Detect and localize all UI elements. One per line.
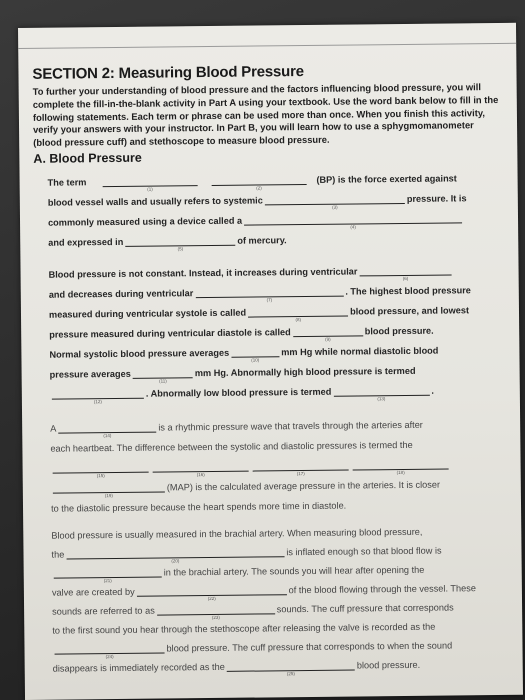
text: A [50, 423, 57, 434]
text: pressure measured during ventricular diastole is called [49, 327, 291, 340]
text: of mercury. [237, 235, 287, 246]
blank-number: (10) [251, 357, 260, 363]
text: sounds. The cuff pressure that corresponds [276, 602, 454, 615]
blank-number: (23) [211, 614, 220, 621]
blank-number: (24) [105, 654, 114, 660]
worksheet-page [18, 23, 523, 700]
text: blood pressure. [364, 325, 434, 337]
text: blood vessel walls and usually refers to systemic [47, 195, 263, 208]
text: valve are created by [51, 586, 135, 598]
blank-number: (2) [256, 185, 262, 191]
text: to the first sound you hear through the stethoscope after releasing the valve is recorded as the [52, 621, 436, 636]
text: disappears is immediately recorded as the [52, 661, 225, 674]
blank-number: (1) [147, 186, 153, 192]
blank-25[interactable] [227, 660, 355, 677]
blank-11[interactable] [133, 367, 193, 384]
paragraph-1 [47, 163, 500, 252]
blank-number: (14) [103, 433, 112, 439]
text: pressure averages [49, 368, 131, 380]
blank-number: (20) [171, 558, 180, 564]
blank-5[interactable] [125, 235, 235, 252]
text: blood pressure. The cuff pressure that corresponds to when the sound [166, 640, 453, 654]
top-rule [18, 43, 516, 49]
blank-number: (19) [104, 493, 113, 499]
text: . Abnormally low blood pressure is termed [145, 386, 332, 399]
blank-number: (12) [93, 399, 102, 405]
paragraph-3 [50, 409, 503, 514]
text: (MAP) is the calculated average pressure in the arteries. It is closer [166, 479, 441, 493]
text: pressure. It is [406, 193, 467, 204]
text: and expressed in [48, 236, 124, 248]
text: (BP) is the force exerted against [316, 173, 457, 185]
section-title: SECTION 2: Measuring Blood Pressure [32, 63, 304, 83]
blank-9[interactable] [293, 325, 363, 342]
blank-number: (5) [177, 246, 184, 252]
text: and decreases during ventricular [48, 288, 194, 300]
text: in the brachial artery. The sounds you will hear after opening the [163, 564, 425, 578]
blank-number: (17) [296, 471, 305, 477]
blank-number: (15) [96, 473, 105, 479]
part-a-heading: A. Blood Pressure [33, 150, 142, 166]
blank-12[interactable] [52, 388, 144, 405]
text: blood pressure, and lowest [350, 305, 470, 317]
blank-number: (8) [295, 317, 301, 323]
text: is a rhythmic pressure wave that travels through the arteries after [158, 419, 423, 433]
text: mm Hg. Abnormally high blood pressure is termed [194, 365, 416, 379]
blank-number: (21) [103, 578, 112, 584]
blank-number: (9) [325, 336, 331, 342]
blank-number: (3) [332, 204, 338, 210]
paragraph-4 [51, 517, 505, 677]
blank-number: (13) [377, 396, 386, 402]
blank-13[interactable] [333, 385, 429, 402]
text: the [51, 549, 65, 560]
blank-10[interactable] [231, 346, 279, 363]
text: commonly measured using a device called a [47, 215, 243, 228]
text: Normal systolic blood pressure averages [49, 347, 230, 360]
text: blood pressure. [356, 659, 421, 671]
text: is inflated enough so that blood flow is [286, 545, 442, 558]
text: sounds are referred to as [52, 605, 155, 617]
intro-paragraph: To further your understanding of blood pressure and the factors influencing blood pressure, you will complete the fill-in-the-blank activity in Part A using your textbook. Use the word bank below to fill in the following statements. Each term or phrase can be used more than once. When you finish this activity, verify your answers with your instructor. In Part B, you will learn how to use a sphygmomanometer (blood pressure cuff) and stethoscope to measure blood pressure. [32, 81, 499, 149]
blank-number: (6) [402, 275, 409, 281]
text: Blood pressure is not constant. Instead, it increases during ventricular [48, 266, 358, 280]
blank-number: (22) [207, 595, 216, 602]
blank-number: (11) [159, 378, 167, 384]
text: The term [47, 177, 87, 188]
text: mm Hg while normal diastolic blood [281, 345, 439, 358]
blank-number: (7) [266, 297, 273, 303]
text: to the diastolic pressure because the heart spends more time in diastole. [50, 500, 347, 514]
text: of the blood flowing through the vessel. These [288, 583, 476, 596]
blank-number: (16) [196, 472, 205, 478]
blank-number: (4) [350, 224, 356, 230]
text: . The highest blood pressure [345, 285, 471, 297]
text: . [431, 385, 434, 396]
paragraph-2 [48, 255, 501, 405]
blank-number: (25) [286, 671, 295, 677]
text: Blood pressure is usually measured in the brachial artery. When measuring blood pressure, [51, 526, 423, 541]
text: each heartbeat. The difference between the systolic and diastolic pressures is termed the [50, 439, 413, 454]
blank-number: (18) [396, 469, 405, 476]
text: measured during ventricular systole is called [48, 307, 247, 320]
